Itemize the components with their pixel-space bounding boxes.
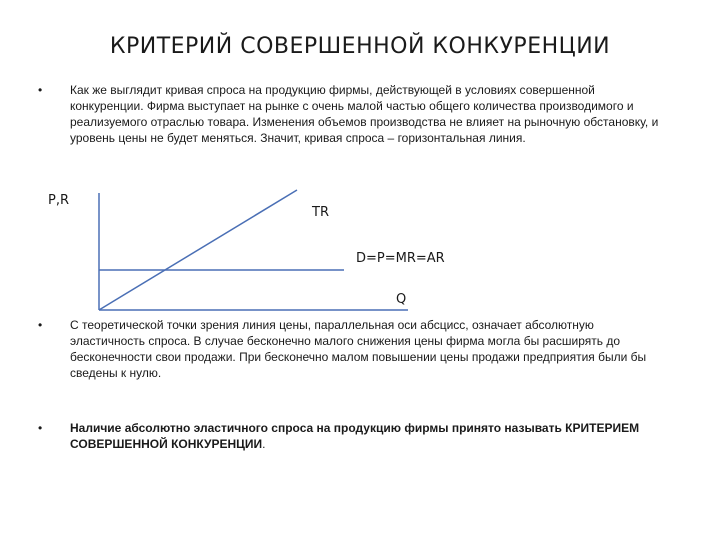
bullet-dot: • [38, 421, 43, 435]
demand-label: D=P=MR=AR [356, 251, 445, 266]
y-axis-label: P,R [48, 193, 70, 208]
conclusion-paragraph [70, 420, 670, 452]
tr-label: TR [312, 205, 329, 220]
intro-paragraph: Как же выглядит кривая спроса на продукцию фирмы, действующей в условиях совершенной конкуренции. Фирма выступает на рынке с очень малой частью общего количества производимого и реализуемого отраслью товара. Изменения объемов производства не влияет на рыночную обстановку, и уровень цены не будет меняться. Значит, кривая спроса – горизонтальная линия. [70, 83, 659, 145]
page-title: КРИТЕРИЙ СОВЕРШЕННОЙ КОНКУРЕНЦИИ [109, 34, 611, 59]
tr-line [99, 190, 297, 310]
theory-paragraph: С теоретической точки зрения линия цены, параллельная оси абсцисс, означает абсолютную эластичность спроса. В случае бесконечно малого снижения цены фирма могла бы расширять до бесконечности свои продажи. При бесконечно малом повышении цены продажи предприятия были бы сведены к нулю. [70, 318, 647, 380]
bullet-dot: • [38, 83, 43, 97]
conclusion-period: . [262, 437, 266, 451]
x-axis-label: Q [396, 292, 407, 307]
conclusion-text: Наличие абсолютно эластичного спроса на продукцию фирмы принято называть КРИТЕРИЕМ СОВЕРШЕННОЙ КОНКУРЕНЦИИ [70, 421, 640, 451]
bullet-dot: • [38, 318, 43, 332]
